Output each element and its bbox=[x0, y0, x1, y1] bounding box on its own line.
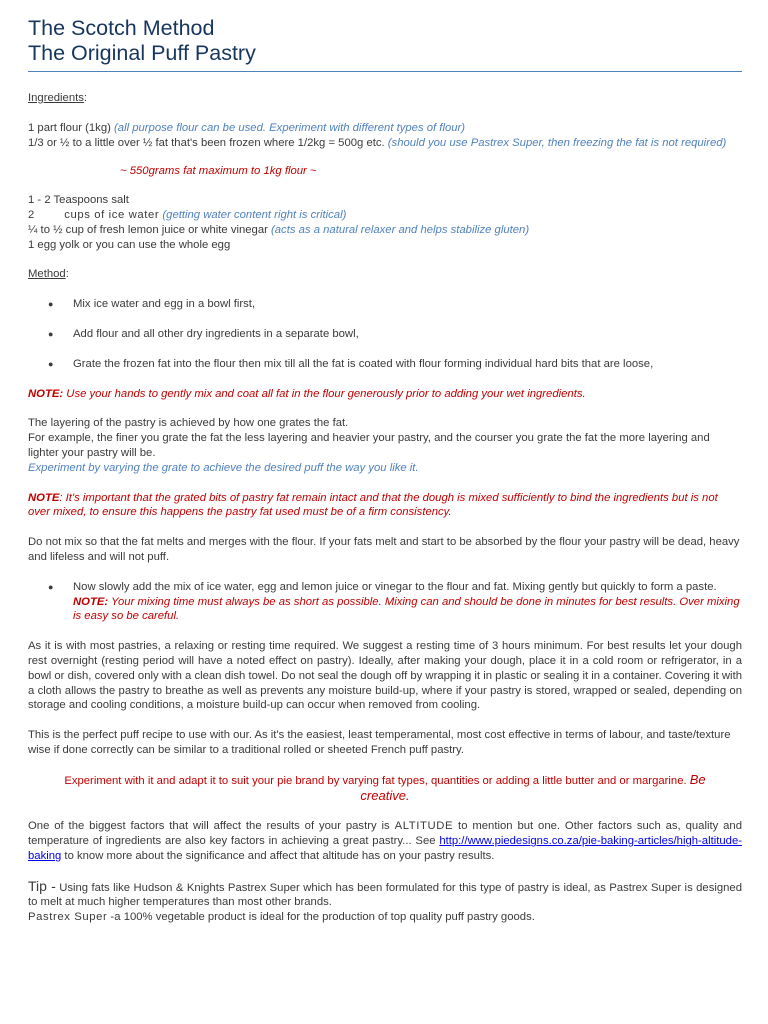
note-hands: NOTE: Use your hands to gently mix and coat all fat in the flour generously prior to adding your wet ingredients. bbox=[28, 387, 586, 400]
bullet-icon: ● bbox=[48, 328, 54, 339]
method-step-4: ● Now slowly add the mix of ice water, egg and lemon juice or vinegar to the flour and fat. Mixing gently but quickly to form a paste. NOTE: Your mixing time must always be as short as possible. Mixing can and should be done in minutes for best results. Over mixing is easy so be careful. bbox=[48, 580, 740, 623]
bullet-icon: ● bbox=[48, 358, 54, 369]
note-mixing-time: NOTE: Your mixing time must always be as short as possible. Mixing can and should be done in minutes for best results. Over mixing is easy so be careful. bbox=[73, 595, 740, 623]
ingredient-lemon: ¼ to ½ cup of fresh lemon juice or white vinegar (acts as a natural relaxer and helps stabilize gluten) bbox=[28, 223, 530, 236]
ingredient-egg: 1 egg yolk or you can use the whole egg bbox=[28, 238, 231, 251]
do-not-mix: Do not mix so that the fat melts and merges with the flour. If your fats melt and start to be absorbed by the flour your pastry will be dead, heavy and lifeless and will not puff. bbox=[28, 536, 740, 563]
document-page bbox=[28, 16, 742, 925]
tip-paragraph: Tip - Using fats like Hudson & Knights Pastrex Super which has been formulated for this type of pastry is ideal, as Pastrex Super is designed to melt at much higher temperatures than most other brands. bbox=[28, 877, 742, 909]
pastrex-paragraph: Pastrex Super -a 100% vegetable product is ideal for the production of top quality puff pastry goods. bbox=[28, 911, 535, 924]
ingredient-water: 2 cups of ice water (getting water content right is critical) bbox=[28, 208, 347, 221]
bullet-icon: ● bbox=[48, 581, 54, 592]
title-divider bbox=[28, 71, 742, 72]
ingredients-heading: Ingredients: bbox=[28, 92, 88, 104]
bullet-icon: ● bbox=[48, 299, 54, 310]
ingredient-fat: 1/3 or ½ to a little over ½ fat that's been frozen where 1/2kg = 500g etc. (should you use Pastrex Super, then freezing the fat is not required) bbox=[28, 136, 727, 149]
method-step-2: ● Add flour and all other dry ingredients in a separate bowl, bbox=[48, 327, 359, 340]
title-line-2: The Original Puff Pastry bbox=[28, 41, 256, 65]
altitude-paragraph: One of the biggest factors that will affect the results of your pastry is ALTITUDE to mention but one. Other factors such as, quality and temperature of ingredients are also key factors in achieving a great pastry... See http://www.piedesigns.co.za/pie-baking-articles/high-altitude-baking to know more about the significance and affect that altitude has on your pastry results. bbox=[28, 820, 742, 862]
ingredients-list-2 bbox=[28, 193, 742, 252]
note-grated-fat: NOTE: It's important that the grated bits of pastry fat remain intact and that the dough is mixed sufficiently to bind the ingredients but is not over mixed, to ensure this happens the pastry fat used must be of a firm consistency. bbox=[28, 491, 718, 519]
fat-maximum-note: ~ 550grams fat maximum to 1kg flour ~ bbox=[120, 165, 317, 178]
experiment-paragraph: Experiment with it and adapt it to suit your pie brand by varying fat types, quantities or adding a little butter and or margarine. Be creative. bbox=[64, 771, 706, 803]
layering-experiment: Experiment by varying the grate to achieve the desired puff the way you like it. bbox=[28, 461, 419, 474]
method-step-3: ● Grate the frozen fat into the flour then mix till all the fat is coated with flour forming individual hard bits that are loose, bbox=[48, 357, 654, 370]
method-heading: Method: bbox=[28, 268, 69, 281]
layering-section: The layering of the pastry is achieved by how one grates the fat. For example, the finer you grate the fat the less layering and heavier your pastry, and the courser you grate the fat the more layering and lighter your pastry will be. Experiment by varying the grate to achieve the desired puff the way you like it. bbox=[28, 416, 742, 475]
perfect-recipe-paragraph: This is the perfect puff recipe to use with our. As it's the easiest, least temperamental, most cost effective in terms of labour, and taste/texture wise if done correctly can be similar to a traditional rolled or sheeted French puff pastry. bbox=[28, 729, 731, 756]
ingredient-flour: 1 part flour (1kg) (all purpose flour can be used. Experiment with different types of flour) bbox=[28, 121, 466, 134]
method-step-1: ● Mix ice water and egg in a bowl first, bbox=[48, 298, 256, 311]
resting-paragraph: As it is with most pastries, a relaxing or resting time required. We suggest a resting time of 3 hours minimum. For best results let your dough rest overnight (resting period will have a noted effect on pastry). Ideally, after making your dough, place it in a cold room or refrigerator, in a bowl or dish, covered only with a clean dish towel. Do not seal the dough off by wrapping it in plastic or sealing it in a container. Covering it with a cloth allows the pastry to breathe as well as prevents any moisture build-up, where if your pastry is stored, wrapped or sealed, depending on storage and cooling conditions, a moisture build-up can occur when removed from cooling. bbox=[28, 640, 742, 712]
title-line-1: The Scotch Method bbox=[28, 16, 215, 40]
ingredient-salt: 1 - 2 Teaspoons salt bbox=[28, 194, 129, 207]
ingredients-list bbox=[28, 121, 742, 151]
high-altitude-link[interactable]: http://www.piedesigns.co.za/pie-baking-articles/high-altitude-baking bbox=[28, 835, 742, 862]
